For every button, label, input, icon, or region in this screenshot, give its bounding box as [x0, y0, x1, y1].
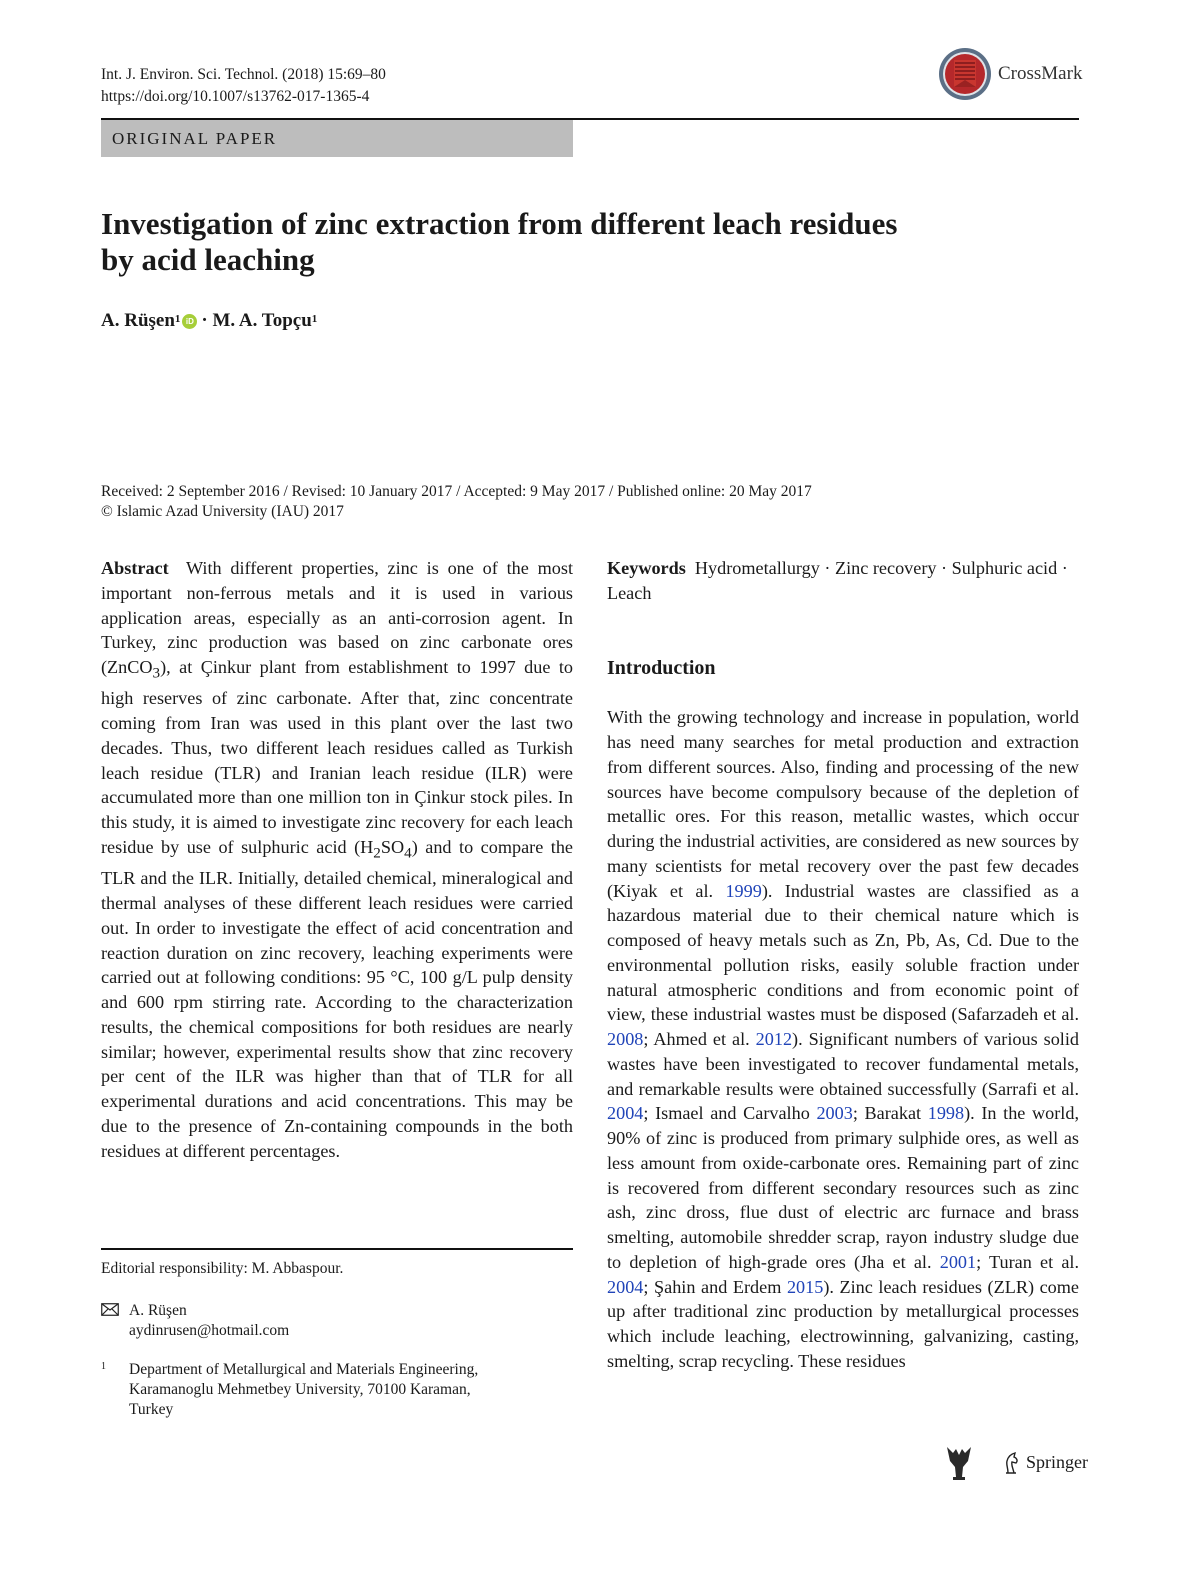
- intro-text: ). Significant numbers of various solid wastes have been investigated to recover fundamental metals, and remarkable results were obtained successfully (Sarrafi et al.: [607, 1029, 1079, 1099]
- corresponding-author: A. Rüşen: [129, 1302, 187, 1319]
- citation-link[interactable]: 2012: [755, 1029, 793, 1049]
- affiliation-line: Karamanoglu Mehmetbey University, 70100 Karaman,: [129, 1381, 471, 1398]
- intro-text: ; Barakat: [852, 1103, 928, 1124]
- publisher-name: Springer: [1026, 1451, 1088, 1472]
- affiliation-number: 1: [101, 1361, 106, 1372]
- crossmark-icon: [938, 47, 992, 101]
- intro-text: ). Industrial wastes are classified as a hazardous material due to their chemical nature which is composed of heavy metals such as Zn, Pb, As, Cd. Due to the environmental pollution risks, easily soluble fraction under natural atmospheric conditions and from economic point of view, these industrial wastes must be disposed (Safarzadeh et al.: [607, 880, 1079, 1025]
- paper-title: [101, 206, 1001, 278]
- publisher-footer: [944, 1443, 1088, 1481]
- intro-text: ). Zinc leach residues (ZLR) come up after traditional zinc production by metallurgical processes which include leaching, electrowinning, galvanizing, casting, smelting, scrap recycling. These residues: [607, 1276, 1079, 1371]
- orcid-icon[interactable]: iD: [182, 314, 197, 329]
- affiliation-marker: 1: [174, 313, 181, 325]
- abstract-text: With different properties, zinc is one of the most important non-ferrous metals and it is used in various application areas, especially as an anti-corrosion agent. In Turkey, zinc production was based on zinc carbonate ores (ZnCO: [101, 558, 573, 677]
- abstract-heading: Abstract: [101, 558, 169, 578]
- history-dates: Received: 2 September 2016 / Revised: 10 January 2017 / Accepted: 9 May 2017 / Published online: 20 May 2017: [101, 483, 812, 500]
- affiliation-line: Department of Metallurgical and Materials Engineering,: [129, 1361, 479, 1378]
- keywords-section: [607, 556, 1079, 606]
- citation-link[interactable]: 2004: [607, 1103, 644, 1124]
- springer-horse-icon: [1000, 1449, 1022, 1475]
- crossmark-label: CrossMark: [998, 63, 1083, 84]
- affiliation-marker: 1: [311, 313, 318, 325]
- citation-link[interactable]: 2015: [786, 1276, 824, 1297]
- affiliation: [101, 1360, 541, 1420]
- citation-link[interactable]: 2001: [939, 1251, 977, 1272]
- article-type-bar: ORIGINAL PAPER: [101, 120, 573, 157]
- citation-link[interactable]: 1999: [725, 880, 762, 901]
- journal-header: [101, 64, 386, 108]
- subscript: 2: [373, 844, 381, 862]
- citation-link[interactable]: 2003: [816, 1103, 853, 1124]
- right-column: [607, 556, 1079, 1374]
- abstract-text: ), at Çinkur plant from establishment to 1997 due to high reserves of zinc carbonate. After that, zinc concentrate coming from Iran was used in this plant over the last two decades. Thus, two different leach residues called as Turkish leach residue (TLR) and Iranian leach residue (ILR) were accumulated more than one million ton in Çinkur stock piles. In this study, it is aimed to investigate zinc recovery for each leach residue by use of sulphuric acid (H: [101, 657, 573, 857]
- citation-link[interactable]: 2004: [607, 1276, 644, 1297]
- envelope-icon: [101, 1303, 119, 1316]
- intro-text: ; Şahin and Erdem: [643, 1276, 787, 1297]
- correspondence: [101, 1301, 289, 1341]
- affiliation-line: Turkey: [129, 1401, 174, 1418]
- author-name[interactable]: A. Rüşen: [101, 310, 175, 331]
- footnote-rule: [101, 1248, 573, 1250]
- subscript: 4: [404, 844, 412, 862]
- springer-chess-knight-icon: [944, 1443, 974, 1481]
- intro-text: ; Turan et al.: [976, 1251, 1080, 1272]
- author-email[interactable]: aydinrusen@hotmail.com: [129, 1322, 290, 1339]
- introduction-heading: Introduction: [607, 656, 716, 679]
- intro-text: ; Ismael and Carvalho: [643, 1103, 817, 1124]
- publication-history: [101, 482, 812, 522]
- crossmark-badge[interactable]: [938, 47, 1082, 101]
- introduction-text: [607, 705, 1079, 1373]
- abstract-text: ) and to compare the TLR and the ILR. Initially, detailed chemical, mineralogical and thermal analyses of these different leach residues were carried out. In order to investigate the effect of acid concentration and reaction duration on zinc recovery, leaching experiments were carried out at following conditions: 95 °C, 100 g/L pulp density and 600 rpm stirring rate. According to the characterization results, the chemical compositions for both residues are nearly similar; however, experimental results show that zinc recovery per cent of the ILR was higher than that of TLR for all experimental durations and acid concentrations. This may be due to the presence of Zn-containing compounds in the both residues at different percentages.: [101, 836, 574, 1161]
- title-line-2: by acid leaching: [101, 242, 315, 277]
- subscript: 3: [152, 664, 161, 682]
- abstract-text: SO: [380, 836, 405, 857]
- title-line-1: Investigation of zinc extraction from different leach residues: [101, 206, 898, 241]
- author-list: [101, 310, 317, 332]
- doi-link[interactable]: https://doi.org/10.1007/s13762-017-1365-4: [101, 88, 370, 105]
- abstract-section: [101, 556, 573, 1163]
- author-separator: ·: [201, 310, 208, 331]
- editorial-responsibility: Editorial responsibility: M. Abbaspour.: [101, 1260, 344, 1277]
- intro-text: ; Ahmed et al.: [643, 1029, 756, 1049]
- intro-text: ). In the world, 90% of zinc is produced from primary sulphide ores, as well as less amount from oxide-carbonate ores. Remaining part of zinc is recovered from different secondary resources such as zinc ash, zinc dross, flue dust of electric arc furnace and brass smelting, automobile shredder scrap, rayon industry sludge due to depletion of high-grade ores (Jha et al.: [607, 1103, 1079, 1272]
- copyright-notice: © Islamic Azad University (IAU) 2017: [101, 503, 344, 520]
- journal-citation: Int. J. Environ. Sci. Technol. (2018) 15:69–80: [101, 66, 386, 83]
- intro-text: With the growing technology and increase in population, world has need many searches for metal production and extraction from different sources. Also, finding and processing of the new sources have become compulsory because of the depletion of metallic ores. For this reason, metallic wastes, which occur during the industrial activities, are considered as new sources by many scientists for metal recovery over the past few decades (Kiyak et al.: [607, 707, 1079, 901]
- author-name[interactable]: M. A. Topçu: [212, 310, 312, 331]
- citation-link[interactable]: 1998: [927, 1103, 965, 1124]
- keywords-heading: Keywords: [607, 558, 686, 578]
- keywords-text: Hydrometallurgy · Zinc recovery · Sulphuric acid · Leach: [607, 558, 1068, 603]
- citation-link[interactable]: 2008: [607, 1029, 644, 1049]
